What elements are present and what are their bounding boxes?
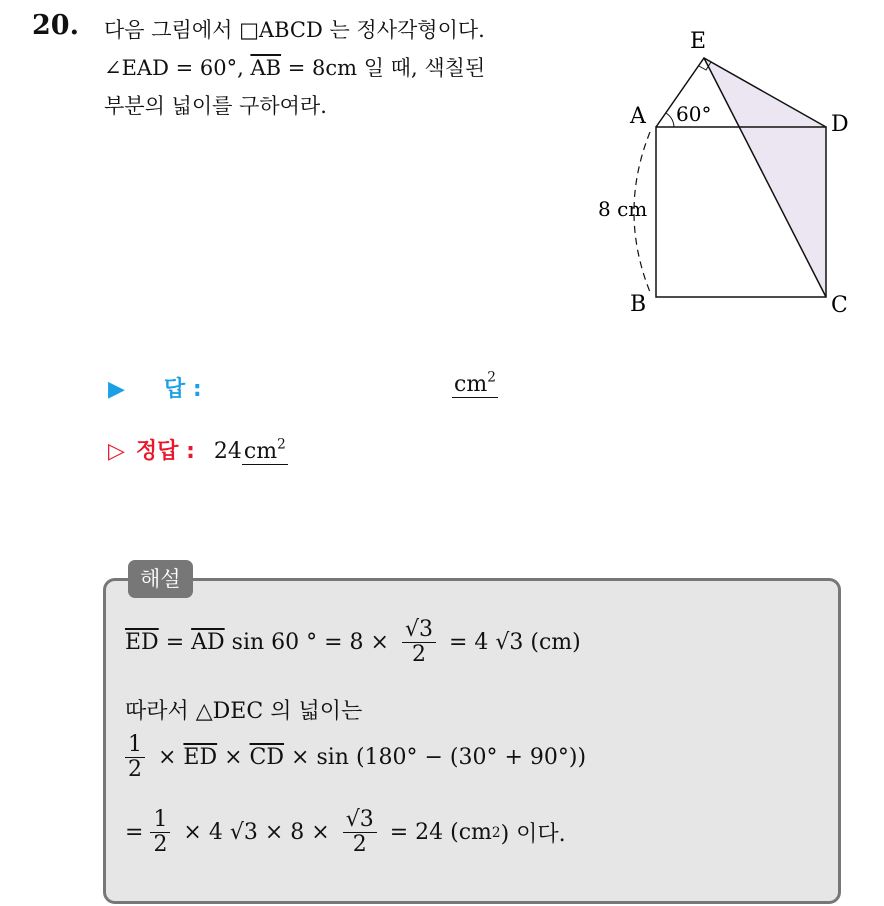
answer-marker-icon: ▶ (108, 377, 125, 402)
label-a: A (630, 104, 646, 129)
segment-ab: $\overline{AB}$ (250, 56, 282, 80)
solution-line-4: = $\frac{1}{2}$ × 4 √3 × 8 × $\frac{√3}{2}$ = 24 (cm 2 ) 이다. (125, 807, 566, 858)
correct-marker-icon: ▷ (108, 439, 125, 464)
geometry-figure (580, 20, 860, 320)
answer-unit: $cm^2$ (454, 369, 496, 397)
solution-line-1: $\overline{ED}$ = $\overline{AD}$ sin 60 ° = 8 × $\frac{√3}{2}$ = 4 √3 (cm) (125, 617, 581, 668)
label-d: D (831, 112, 849, 137)
correct-answer-row (108, 434, 288, 465)
question-line-2 (104, 52, 485, 82)
answer-label: 답 : (163, 377, 202, 402)
label-c: C (831, 293, 848, 318)
correct-unit: $cm^2$ (243, 436, 286, 464)
angle-arc (666, 113, 674, 127)
question-line-3: 부분의 넓이를 구하여라. (104, 94, 327, 118)
answer-row (108, 372, 202, 403)
fraction-sqrt3-over-2: $\frac{√3}{2}$ (402, 618, 436, 667)
side-label: 8 cm (598, 197, 648, 221)
solution-tag: 해설 (128, 560, 193, 598)
length-condition: = 8cm 일 때, 색칠된 (281, 56, 486, 80)
label-e: E (690, 29, 707, 54)
angle-condition: ∠EAD = 60°, (104, 56, 251, 80)
label-b: B (630, 292, 647, 317)
question-number: 20. (32, 10, 79, 41)
question-line-1: 다음 그림에서 □ABCD 는 정사각형이다. (104, 18, 485, 42)
angle-label: 60° (676, 102, 712, 126)
correct-value: 24 (213, 439, 242, 464)
solution-line-2: 따라서 △DEC 의 넓이는 (125, 699, 363, 724)
solution-line-3: $\frac{1}{2}$ × $\overline{ED}$ × $\overline{CD}$ × sin (180° − (30° + 90°)) (125, 733, 586, 782)
correct-label: 정답 : (135, 439, 195, 464)
